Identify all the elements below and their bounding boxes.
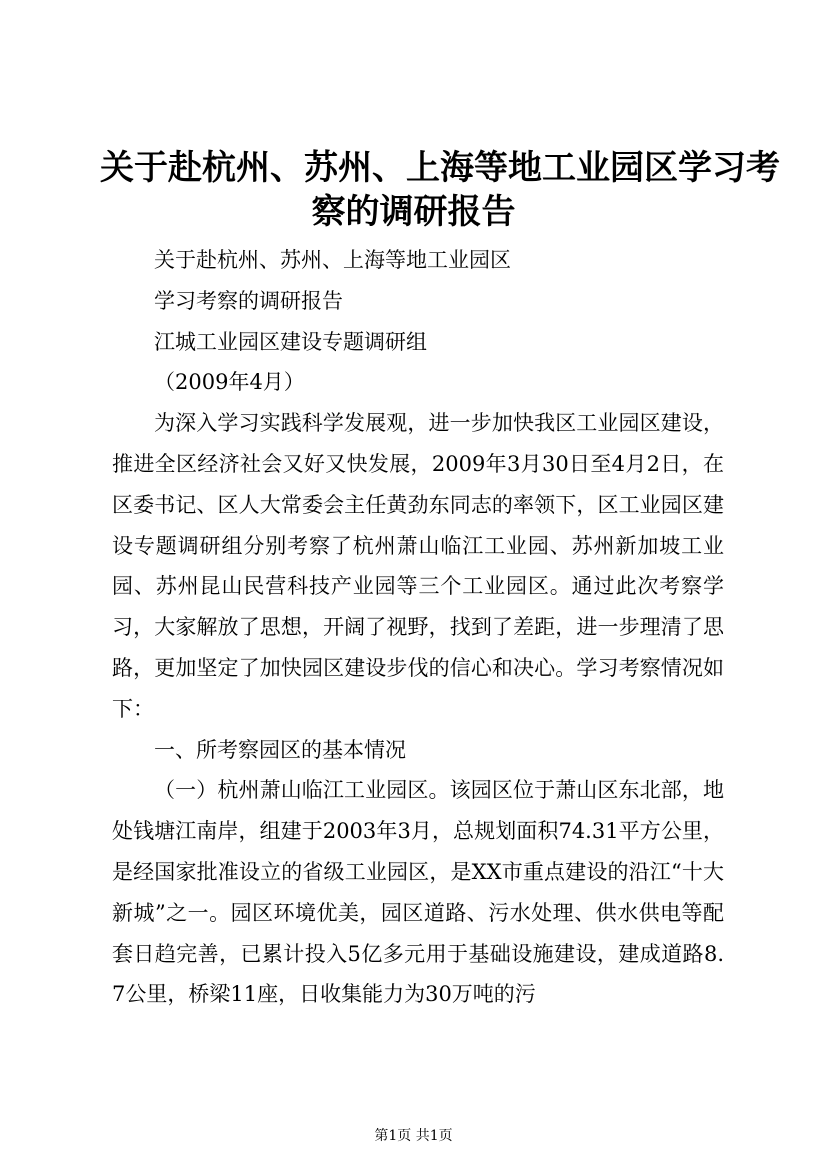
date-line: （2009年4月） bbox=[154, 370, 305, 395]
page-footer: 第1页 共1页 bbox=[374, 1128, 453, 1144]
subtitle-line-1: 关于赴杭州、苏州、上海等地工业园区 bbox=[154, 248, 511, 272]
author-line: 江城工业园区建设专题调研组 bbox=[154, 329, 427, 354]
document-body bbox=[112, 240, 724, 1015]
document-title bbox=[100, 146, 780, 234]
title-line-1: 关于赴杭州、苏州、上海等地工业园区学习考 bbox=[100, 148, 780, 188]
intro-paragraph: 为深入学习实践科学发展观，进一步加快我区工业园区建设，推进全区经济社会又好又快发展，2009年3月30日至4月2日，在区委书记、区人大常委会主任黄劲东同志的率领下，区工业园区建设专题调研组分别考察了杭州萧山临江工业园、苏州新加坡工业园、苏州昆山民营科技产业园等三个工业园区。通过此次考察学习，大家解放了思想，开阔了视野，找到了差距，进一步理清了思路，更加坚定了加快园区建设步伐的信心和决心。学习考察情况如下： bbox=[112, 411, 724, 721]
title-line-2: 察的调研报告 bbox=[311, 192, 516, 232]
subtitle-line-2: 学习考察的调研报告 bbox=[154, 288, 343, 313]
section-paragraph: （一）杭州萧山临江工业园区。该园区位于萧山区东北部，地处钱塘江南岸，组建于2003年3月，总规划面积74.31平方公里，是经国家批准设立的省级工业园区，是XX市重点建设的沿江“十大新城”之一。园区环境优美，园区道路、污水处理、供水供电等配套日趋完善，已累计投入5亿多元用于基础设施建设，建成道路8.7公里，桥梁11座，日收集能力为30万吨的污 bbox=[112, 778, 724, 1007]
section-heading: 一、所考察园区的基本情况 bbox=[154, 737, 406, 762]
